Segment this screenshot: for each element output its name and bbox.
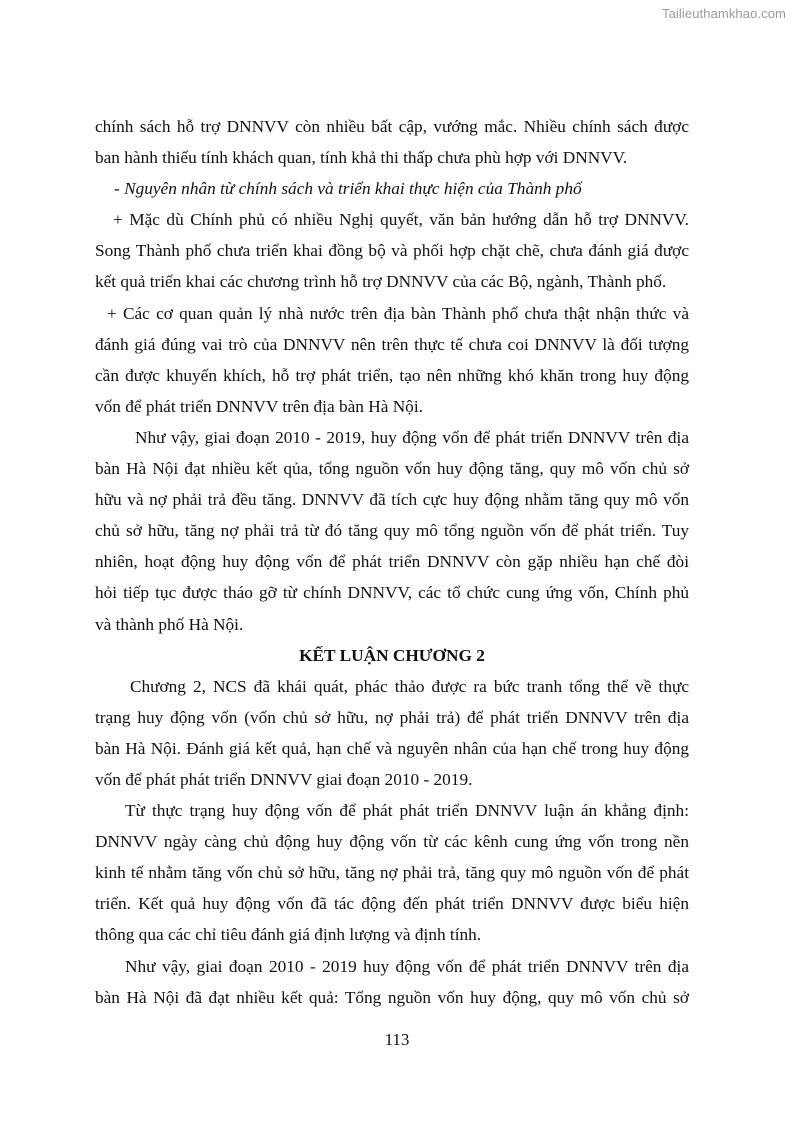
- text-line: Như vậy, giai đoạn 2010 - 2019, huy động vốn để phát triển DNNVV trên địa: [135, 427, 689, 447]
- text-line: cần được khuyến khích, hỗ trợ phát triển, tạo nên những khó khăn trong huy động: [95, 365, 689, 385]
- text-line: chính sách hỗ trợ DNNVV còn nhiều bất cập, vướng mắc. Nhiều chính sách được: [95, 117, 689, 136]
- text-line: hỏi tiếp tục được tháo gỡ từ chính DNNVV, các tổ chức cung ứng vốn, Chính phủ: [95, 583, 689, 603]
- text-line: - Nguyên nhân từ chính sách và triển khai thực hiện của Thành phố: [114, 179, 582, 199]
- text-line: ban hành thiếu tính khách quan, tính khả thi thấp chưa phù hợp với DNNVV.: [95, 148, 628, 168]
- text-line: Chương 2, NCS đã khái quát, phác thảo được ra bức tranh tổng thể về thực: [130, 676, 689, 696]
- text-line: bàn Hà Nội đạt nhiều kết qủa, tổng nguồn vốn huy động tăng, quy mô vốn chủ sở: [95, 459, 689, 479]
- text-line: kết quả triển khai các chương trình hỗ trợ DNNVV của các Bộ, ngành, Thành phố.: [95, 272, 667, 292]
- text-line: hữu và nợ phải trả đều tăng. DNNVV đã tích cực huy động nhằm tăng quy mô vốn: [95, 490, 689, 510]
- text-line: trạng huy động vốn (vốn chủ sở hữu, nợ phải trả) để phát triển DNNVV trên địa: [95, 707, 689, 727]
- text-line: Song Thành phố chưa triển khai đồng bộ và phối hợp chặt chẽ, chưa đánh giá được: [95, 241, 689, 261]
- section-heading: KẾT LUẬN CHƯƠNG 2: [299, 645, 485, 665]
- page-body: [95, 111, 689, 1013]
- text-line: bàn Hà Nội. Đánh giá kết quả, hạn chế và nguyên nhân của hạn chế trong huy động: [95, 738, 689, 758]
- text-line: + Mặc dù Chính phủ có nhiều Nghị quyết, văn bản hướng dẫn hỗ trợ DNNVV.: [113, 210, 689, 230]
- text-line: và thành phố Hà Nội.: [95, 614, 244, 634]
- text-line: bàn Hà Nội đã đạt nhiều kết quả: Tổng nguồn vốn huy động, quy mô vốn chủ sở: [95, 987, 689, 1007]
- text-line: thông qua các chỉ tiêu đánh giá định lượng và định tính.: [95, 925, 482, 945]
- text-line: DNNVV ngày càng chủ động huy động vốn từ các kênh cung ứng vốn trong nền: [95, 832, 689, 852]
- page-number: 113: [384, 1030, 410, 1049]
- text-line: kinh tế nhằm tăng vốn chủ sở hữu, tăng nợ phải trả, tăng quy mô nguồn vốn để phát: [95, 863, 689, 883]
- text-line: triển. Kết quả huy động vốn đã tác động đến phát triển DNNVV được biểu hiện: [95, 894, 689, 914]
- text-line: nhiên, hoạt động huy động vốn để phát triển DNNVV còn gặp nhiều hạn chế đòi: [95, 552, 689, 572]
- text-line: vốn để phát phát triển DNNVV giai đoạn 2010 - 2019.: [95, 769, 473, 789]
- text-line: + Các cơ quan quản lý nhà nước trên địa bàn Thành phố chưa thật nhận thức và: [107, 303, 689, 323]
- text-line: Như vậy, giai đoạn 2010 - 2019 huy động vốn để phát triển DNNVV trên địa: [125, 956, 689, 976]
- text-line: Từ thực trạng huy động vốn để phát phát triển DNNVV luận án khẳng định:: [125, 801, 689, 821]
- text-line: đánh giá đúng vai trò của DNNVV nên trên thực tế chưa coi DNNVV là đối tượng: [95, 334, 689, 354]
- watermark-text: Tailieuthamkhao.com: [661, 6, 786, 21]
- text-line: vốn để phát triển DNNVV trên địa bàn Hà Nội.: [95, 396, 423, 416]
- text-line: chủ sở hữu, tăng nợ phải trả từ đó tăng quy mô tổng nguồn vốn để phát triển. Tuy: [95, 521, 689, 541]
